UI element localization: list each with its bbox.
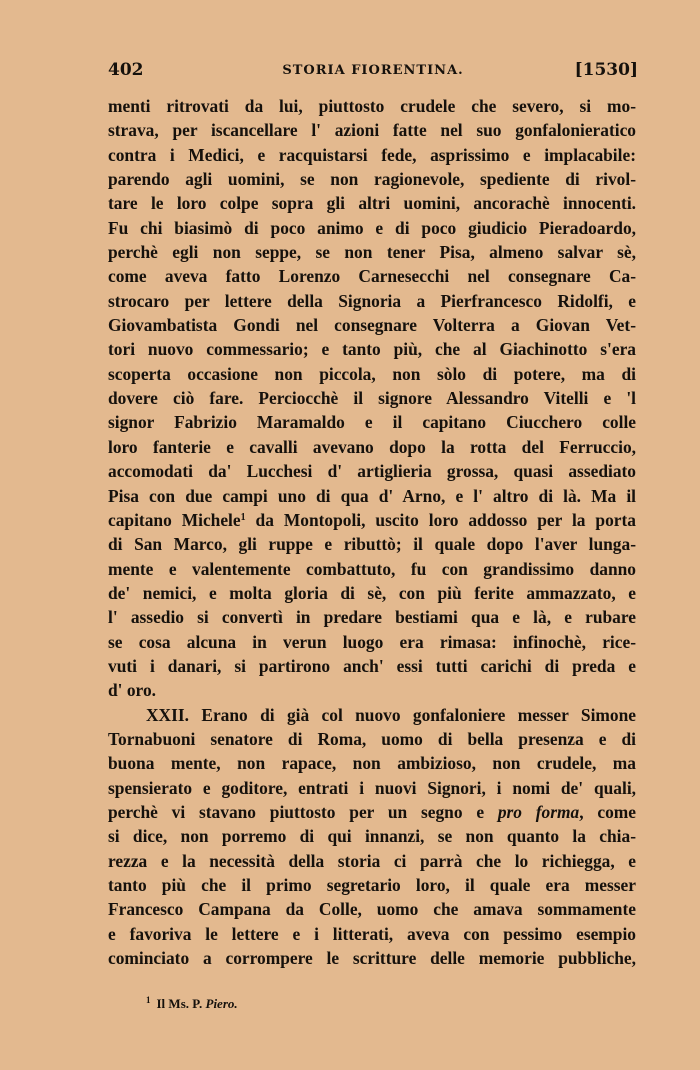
text-line: strocaro per lettere della Signoria a Pierfrancesco Ridolfi, e [108,290,636,311]
text-line: si dice, non porremo di qui innanzi, se non quanto la chia- [108,826,636,847]
text-line: rezza e la necessità della storia ci parrà che lo richiegga, e [108,850,636,871]
text-line: signor Fabrizio Maramaldo e il capitano Ciucchero colle [108,412,636,433]
text-line: Fu chi biasimò di poco animo e di poco giudicio Pieradoardo, [108,217,636,238]
text-line-with-footnote [108,508,636,532]
main-text [108,94,636,970]
text-line-section-start: XXII. Erano di già col nuovo gonfaloniere messer Simone [146,704,636,725]
text-line: tanto più che il primo segretario loro, il quale era messer [108,875,636,895]
text-segment: perchè vi stavano piuttosto per un segno e [108,801,498,822]
text-segment: , come [579,801,636,822]
text-segment: da Montopoli, uscito loro addosso per la porta [245,509,636,530]
text-line: accomodati da' Lucchesi d' artiglieria grossa, quasi assediato [108,461,636,482]
text-line: strava, per iscancellare l' azioni fatte nel suo gonfalonieratico [108,120,636,141]
text-line: contra i Medici, e racquistarsi fede, asprissimo e implacabile: [108,144,636,165]
text-line: mente e valentemente combattuto, fu con grandissimo danno [108,558,636,579]
text-line: scoperta occasione non piccola, non sòlo di potere, ma di [108,363,636,384]
text-line: parendo agli uomini, se non ragionevole, spediente di rivol- [108,169,636,190]
page-number: 402 [108,60,144,80]
text-line: buona mente, non rapace, non ambizioso, non crudele, ma [108,753,636,774]
text-segment: capitano Michele [108,509,241,530]
year-bracket: [1530] [574,60,638,80]
paragraph-2 [108,703,636,971]
italic-phrase: pro forma [497,801,580,822]
text-line: menti ritrovati da lui, piuttosto crudele che severo, si mo- [108,96,636,116]
text-line: dovere ciò fare. Perciocchè il signore Alessandro Vitelli e 'l [108,388,636,409]
paragraph-1 [108,94,636,703]
text-line: e favoriva le lettere e i litterati, aveva con pessimo esempio [108,923,636,944]
text-line: come aveva fatto Lorenzo Carnesecchi nel consegnare Ca- [108,266,636,287]
text-line: spensierato e goditore, entrati i nuovi Signori, i nomi de' quali, [108,777,636,798]
text-line: cominciato a corrompere le scritture delle memorie pubbliche, [108,948,636,969]
text-line: tori nuovo commessario; e tanto più, che al Giachinotto s'era [108,339,636,360]
text-line: d' oro. [108,680,156,701]
running-title: STORIA FIORENTINA. [282,63,464,78]
text-line: Giovambatista Gondi nel consegnare Volterra a Giovan Vet- [108,315,636,336]
text-line: Francesco Campana da Colle, uomo che amava sommamente [108,899,636,920]
text-line: perchè egli non seppe, se non tener Pisa, almeno salvar sè, [108,242,636,263]
text-line-with-italic [108,800,636,824]
footnote [146,996,238,1012]
text-line: tare le loro colpe sopra gli altri uomini, ancorachè innocenti. [108,193,636,214]
footnote-reference[interactable]: 1 [240,511,246,523]
text-line: l' assedio si convertì in predare bestiami qua e là, e rubare [108,607,636,628]
footnote-italic: Piero. [205,996,238,1011]
footnote-text: Il Ms. P. [156,996,206,1011]
footnote-mark: 1 [146,995,151,1005]
text-line: Pisa con due campi uno di qua d' Arno, e l' altro di là. Ma il [108,485,636,506]
running-header [108,60,638,86]
text-line: se cosa alcuna in verun luogo era rimasa: infinochè, rice- [108,631,636,652]
text-line: Tornabuoni senatore di Roma, uomo di bella presenza e di [108,728,636,749]
text-line: vuti i danari, si partirono anch' essi tutti carichi di preda e [108,655,636,676]
text-line: de' nemici, e molta gloria di sè, con più ferite ammazzato, e [108,582,636,603]
text-line: loro fanterie e cavalli avevano dopo la rotta del Ferruccio, [108,436,636,457]
text-line: di San Marco, gli ruppe e ributtò; il quale dopo l'aver lunga- [108,534,636,555]
